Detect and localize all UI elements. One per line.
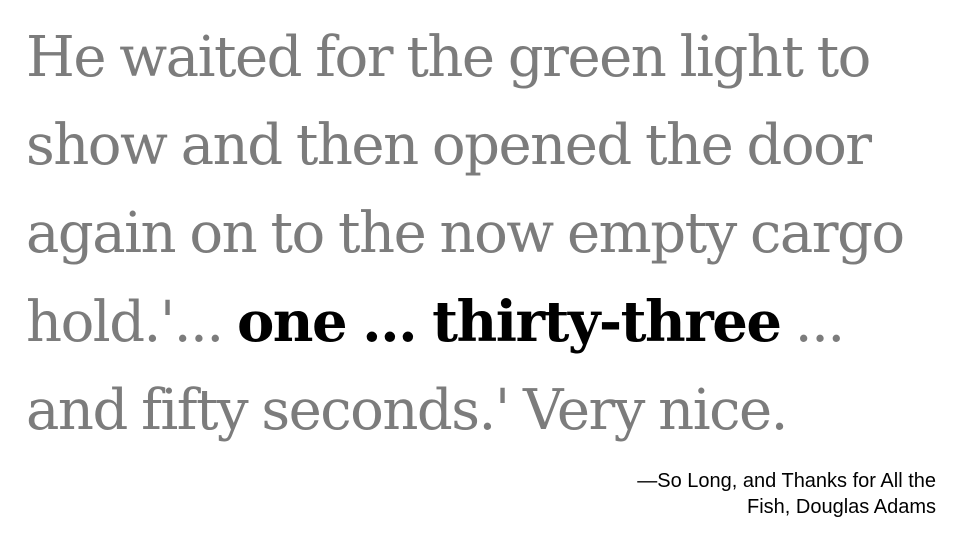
quote-line-4-start: hold.'...: [26, 290, 237, 355]
attribution-line-1: —So Long, and Thanks for All the: [637, 470, 936, 492]
quote-line-5: and fifty seconds.' Very nice.: [26, 378, 787, 443]
quote-line-4-end: ...: [780, 290, 844, 355]
quote-line-2: show and then opened the door: [26, 113, 871, 178]
attribution-line-2: Fish, Douglas Adams: [747, 496, 936, 518]
quote-line-3: again on to the now empty cargo: [26, 201, 904, 266]
quote-attribution: [516, 468, 936, 520]
quote-emphasis: one ... thirty-three: [236, 289, 781, 355]
quote-line-1: He waited for the green light to: [26, 25, 870, 90]
quote-line-4: [26, 278, 946, 367]
quote-text: [26, 14, 946, 455]
